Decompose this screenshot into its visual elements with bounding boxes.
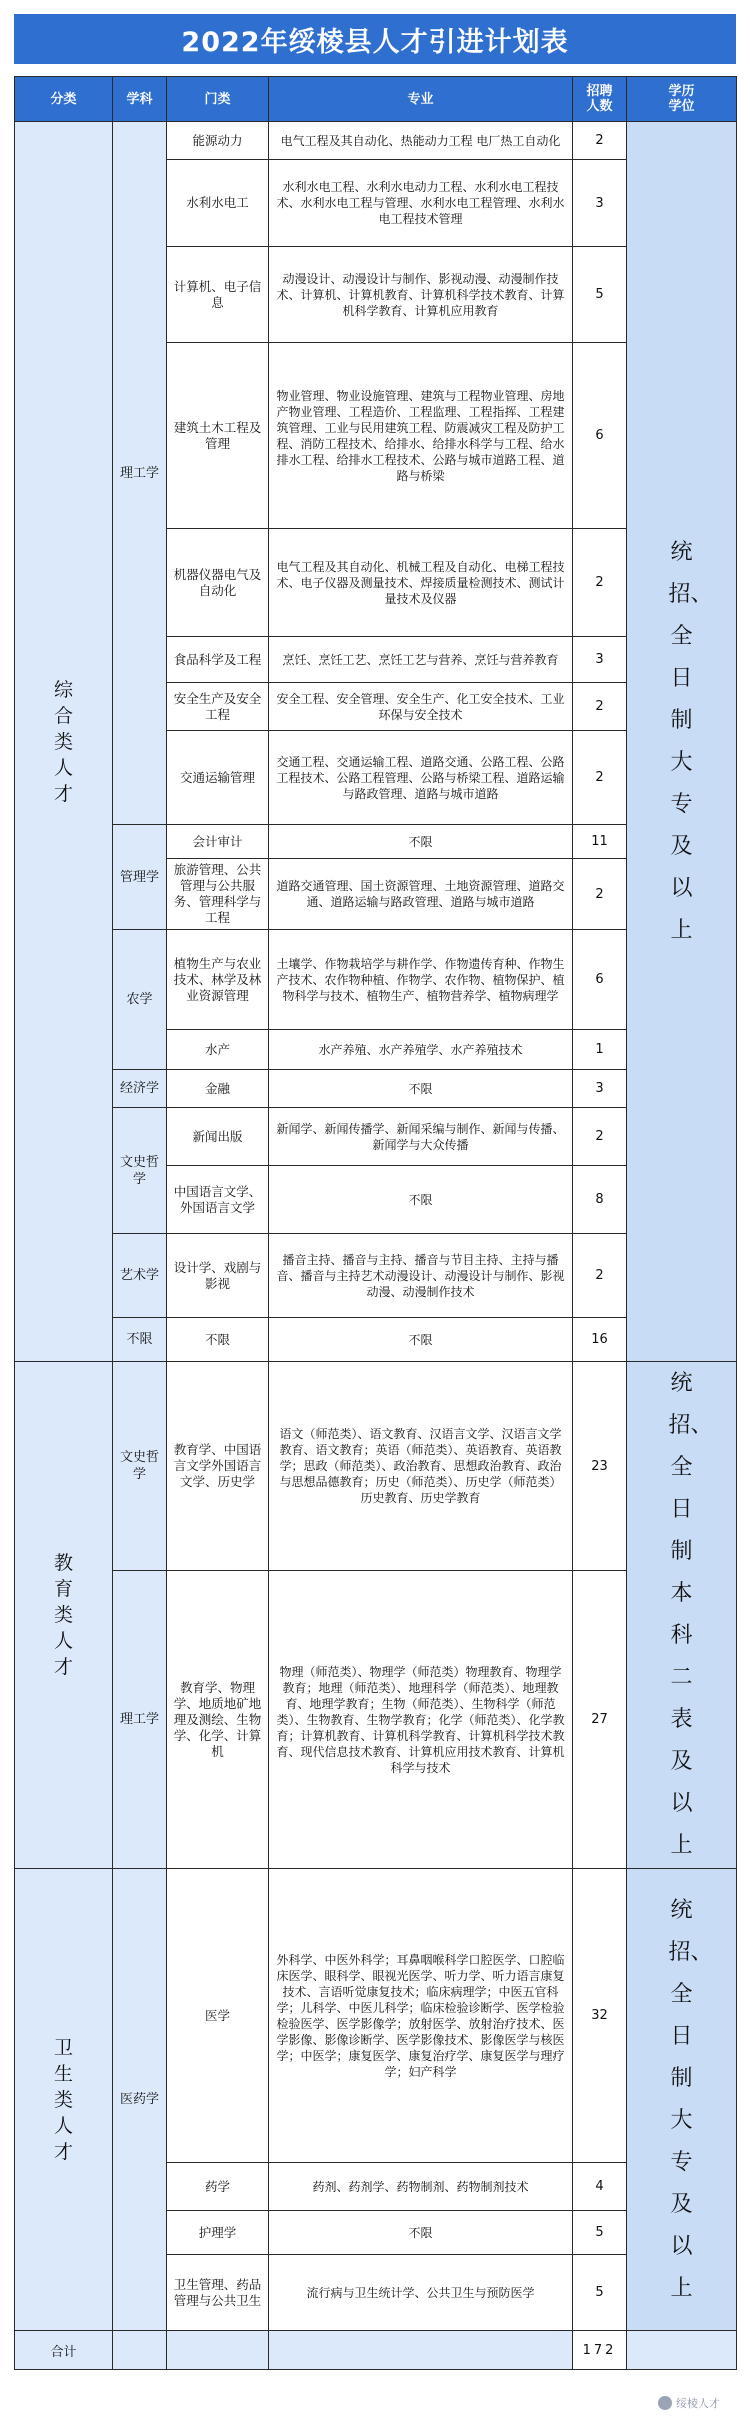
subject-cell: 农学 [113,930,167,1070]
door-cell: 药学 [167,2163,269,2211]
total-blank-cell [113,2331,167,2370]
count-cell: 5 [573,2211,627,2255]
subject-cell: 医药学 [113,1869,167,2331]
major-cell: 不限 [269,1318,573,1362]
door-cell: 卫生管理、药品管理与公共卫生 [167,2255,269,2331]
edu-label: 统招、全日制本科二表及以上 [668,1371,713,1858]
subject-cell: 理工学 [113,122,167,825]
total-row [15,2331,737,2370]
header-discipline: 学科 [113,77,167,122]
edu-label: 统招、全日制大专及以上 [668,539,713,943]
count-cell: 6 [573,930,627,1030]
door-cell: 机器仪器电气及自动化 [167,529,269,637]
count-cell: 2 [573,1234,627,1318]
header-edu-line2: 学位 [668,99,695,114]
count-cell: 6 [573,343,627,529]
major-cell: 物理（师范类）、物理学（师范类）物理教育、物理学教育；地理（师范类）、地理科学（师范类）、地理教育、地理学教育；生物（师范类）、生物科学（师范类）、生物教育、生物学教育；化学（师范类）、化学教育；计算机教育、计算机科学教育、计算机科学技术教育、现代信息技术教育、计算机应用技术教育、计算机科学与技术 [269,1571,573,1869]
edu-label: 统招、全日制大专及以上 [668,1897,713,2301]
door-cell: 水利水电工 [167,160,269,247]
door-cell: 金融 [167,1070,269,1108]
count-cell: 5 [573,2255,627,2331]
count-cell: 1 [573,1030,627,1070]
total-label: 合计 [15,2331,113,2370]
edu-health [627,1869,737,2331]
door-cell: 植物生产与农业技术、林学及林业资源管理 [167,930,269,1030]
door-cell: 教育学、物理学、地质地矿地理及测绘、生物学、化学、计算机 [167,1571,269,1869]
header-major: 专业 [269,77,573,122]
major-cell: 不限 [269,825,573,859]
count-cell: 2 [573,859,627,930]
door-cell: 教育学、中国语言文学外国语言文学、历史学 [167,1362,269,1571]
major-cell: 不限 [269,2211,573,2255]
count-cell: 8 [573,1166,627,1234]
subject-cell: 文史哲学 [113,1362,167,1571]
table-row [15,1362,737,1571]
subject-cell: 经济学 [113,1070,167,1108]
count-cell: 11 [573,825,627,859]
door-cell: 护理学 [167,2211,269,2255]
major-cell: 交通工程、交通运输工程、道路交通、公路工程、公路工程技术、公路工程管理、公路与桥梁工程、道路运输与路政管理、道路与城市道路 [269,731,573,825]
category-label: 综合类人才 [53,678,73,805]
major-cell: 流行病与卫生统计学、公共卫生与预防医学 [269,2255,573,2331]
major-cell: 道路交通管理、国土资源管理、土地资源管理、道路交通、道路运输与路政管理、道路与城市道路 [269,859,573,930]
category-education [15,1362,113,1869]
major-cell: 新闻学、新闻传播学、新闻采编与制作、新闻与传播、新闻学与大众传播 [269,1108,573,1166]
major-cell: 不限 [269,1070,573,1108]
major-cell: 播音主持、播音与主持、播音与节目主持、主持与播音、播音与主持艺术动漫设计、动漫设计与制作、影视动漫、动漫制作技术 [269,1234,573,1318]
edu-comprehensive [627,122,737,1362]
total-count: 172 [573,2331,627,2370]
watermark [658,2395,720,2411]
category-label: 卫生类人才 [53,2036,73,2163]
count-cell: 32 [573,1869,627,2163]
door-cell: 中国语言文学、外国语言文学 [167,1166,269,1234]
major-cell: 不限 [269,1166,573,1234]
header-category: 分类 [15,77,113,122]
count-cell: 5 [573,247,627,343]
major-cell: 外科学、中医外科学；耳鼻咽喉科学口腔医学、口腔临床医学、眼科学、眼视光医学、听力学、听力语言康复技术、言语听觉康复技术；临床病理学；中医五官科学；儿科学、中医儿科学；临床检验诊断学、医学检验检验医学、医学影像学；放射医学、放射治疗技术、医学影像、影像诊断学、医学影像技术、影像医学与核医学；中医学；康复医学、康复治疗学、康复医学与理疗学；妇产科学 [269,1869,573,2163]
wechat-icon [658,2396,672,2410]
major-cell: 安全工程、安全管理、安全生产、化工安全技术、工业环保与安全技术 [269,683,573,731]
count-cell: 2 [573,122,627,160]
door-cell: 设计学、戏剧与影视 [167,1234,269,1318]
count-cell: 2 [573,683,627,731]
count-cell: 2 [573,731,627,825]
major-cell: 水产养殖、水产养殖学、水产养殖技术 [269,1030,573,1070]
major-cell: 烹饪、烹饪工艺、烹饪工艺与营养、烹饪与营养教育 [269,637,573,683]
door-cell: 不限 [167,1318,269,1362]
count-cell: 16 [573,1318,627,1362]
door-cell: 能源动力 [167,122,269,160]
subject-cell: 艺术学 [113,1234,167,1318]
count-cell: 23 [573,1362,627,1571]
door-cell: 食品科学及工程 [167,637,269,683]
header-edu-line1: 学历 [668,84,695,99]
header-count [573,77,627,122]
door-cell: 旅游管理、公共管理与公共服务、管理科学与工程 [167,859,269,930]
category-comprehensive [15,122,113,1362]
major-cell: 电气工程及其自动化、热能动力工程 电厂热工自动化 [269,122,573,160]
total-blank-cell [167,2331,269,2370]
header-count-line2: 人数 [586,99,613,114]
total-blank-cell [627,2331,737,2370]
recruitment-table [14,76,737,2370]
header-count-line1: 招聘 [586,84,613,99]
door-cell: 新闻出版 [167,1108,269,1166]
count-cell: 4 [573,2163,627,2211]
page-title: 2022年绥棱县人才引进计划表 [181,26,569,58]
count-cell: 3 [573,637,627,683]
major-cell: 药剂、药剂学、药物制剂、药物制剂技术 [269,2163,573,2211]
door-cell: 水产 [167,1030,269,1070]
major-cell: 语文（师范类）、语文教育、汉语言文学、汉语言文学教育、语文教育；英语（师范类）、英语教育、英语教学；思政（师范类）、政治教育、思想政治教育、政治与思想品德教育；历史（师范类）、历史学（师范类）历史教育、历史学教育 [269,1362,573,1571]
total-blank-cell [269,2331,573,2370]
major-cell: 土壤学、作物栽培学与耕作学、作物遗传育种、作物生产技术、农作物种植、作物学、农作物、植物保护、植物科学与技术、植物生产、植物营养学、植物病理学 [269,930,573,1030]
door-cell: 交通运输管理 [167,731,269,825]
table-row [15,1869,737,2163]
door-cell: 建筑土木工程及管理 [167,343,269,529]
count-cell: 2 [573,1108,627,1166]
subject-cell: 不限 [113,1318,167,1362]
count-cell: 3 [573,1070,627,1108]
category-label: 教育类人才 [53,1552,73,1678]
edu-education [627,1362,737,1869]
header-row [15,77,737,122]
count-cell: 2 [573,529,627,637]
door-cell: 医学 [167,1869,269,2163]
door-cell: 计算机、电子信息 [167,247,269,343]
door-cell: 会计审计 [167,825,269,859]
category-health [15,1869,113,2331]
major-cell: 水利水电工程、水利水电动力工程、水利水电工程技术、水利水电工程与管理、水利水电工程管理、水利水电工程技术管理 [269,160,573,247]
title-bar [14,14,736,64]
header-door: 门类 [167,77,269,122]
subject-cell: 管理学 [113,825,167,930]
subject-cell: 文史哲学 [113,1108,167,1234]
major-cell: 电气工程及其自动化、机械工程及自动化、电梯工程技术、电子仪器及测量技术、焊接质量检测技术、测试计量技术及仪器 [269,529,573,637]
door-cell: 安全生产及安全工程 [167,683,269,731]
subject-cell: 理工学 [113,1571,167,1869]
table-row [15,122,737,160]
major-cell: 物业管理、物业设施管理、建筑与工程物业管理、房地产物业管理、工程造价、工程监理、工程指挥、工程建筑管理、工业与民用建筑工程、防震减灾工程及防护工程、消防工程技术、给排水、给排水科学与工程、给水排水工程、给排水工程技术、公路与城市道路工程、道路与桥梁 [269,343,573,529]
major-cell: 动漫设计、动漫设计与制作、影视动漫、动漫制作技术、计算机、计算机教育、计算机科学技术教育、计算机科学教育、计算机应用教育 [269,247,573,343]
watermark-text: 绥棱人才 [676,2397,720,2410]
count-cell: 3 [573,160,627,247]
count-cell: 27 [573,1571,627,1869]
header-edu [627,77,737,122]
